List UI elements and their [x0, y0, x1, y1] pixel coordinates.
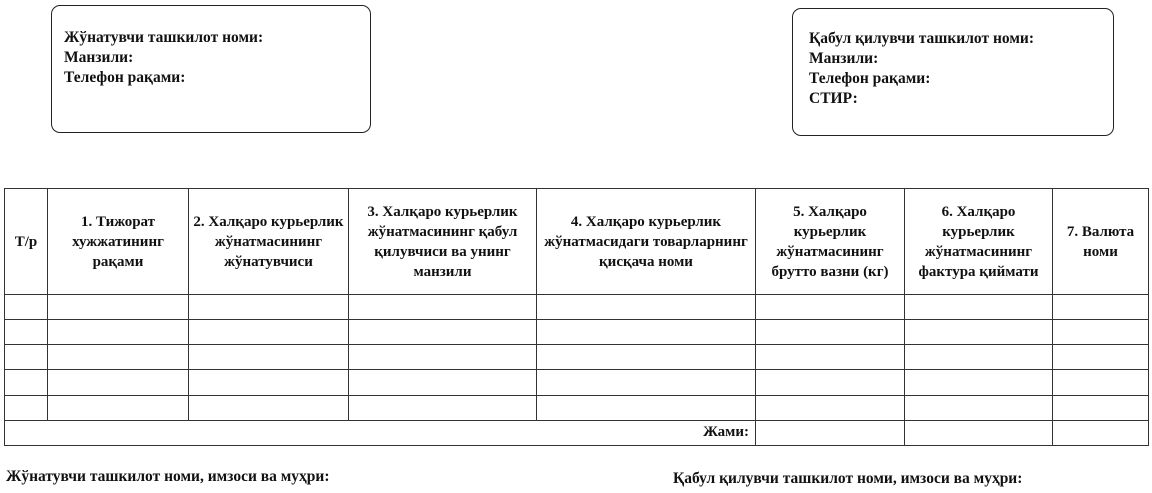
cell-shipment-sender[interactable] — [189, 345, 349, 370]
table-row — [5, 295, 1149, 320]
header-shipment-sender: 2. Халқаро курьерлик жўнатмасининг жўнатувчиси — [189, 189, 349, 295]
cell-shipment-receiver-address[interactable] — [349, 395, 537, 420]
cell-row-number[interactable] — [5, 370, 48, 395]
sender-info-box — [51, 5, 371, 133]
cell-goods-short-name[interactable] — [537, 395, 756, 420]
cell-currency-name[interactable] — [1053, 295, 1149, 320]
cell-currency-name[interactable] — [1053, 345, 1149, 370]
cell-commercial-doc-number[interactable] — [48, 395, 189, 420]
cell-shipment-sender[interactable] — [189, 320, 349, 345]
table-row — [5, 370, 1149, 395]
cell-row-number[interactable] — [5, 345, 48, 370]
receiver-phone-label: Телефон рақами: — [809, 70, 931, 87]
cell-invoice-value[interactable] — [905, 345, 1053, 370]
cell-shipment-sender[interactable] — [189, 370, 349, 395]
table-row — [5, 345, 1149, 370]
sender-name-label: Жўнатувчи ташкилот номи: — [64, 29, 264, 46]
cell-invoice-value[interactable] — [905, 320, 1053, 345]
table-body — [5, 295, 1149, 446]
cell-goods-short-name[interactable] — [537, 295, 756, 320]
cell-commercial-doc-number[interactable] — [48, 370, 189, 395]
table-row — [5, 320, 1149, 345]
cell-gross-weight[interactable] — [756, 370, 905, 395]
sender-phone-label: Телефон рақами: — [64, 69, 186, 86]
total-currency-cell[interactable] — [1053, 420, 1149, 445]
header-currency-name: 7. Валюта номи — [1053, 189, 1149, 295]
cell-currency-name[interactable] — [1053, 395, 1149, 420]
header-shipment-receiver-address: 3. Халқаро курьерлик жўнатмасининг қабул қилувчиси ва унинг манзили — [349, 189, 537, 295]
total-row — [5, 420, 1149, 445]
cell-row-number[interactable] — [5, 320, 48, 345]
cell-invoice-value[interactable] — [905, 395, 1053, 420]
total-label: Жами: — [5, 420, 756, 445]
cell-gross-weight[interactable] — [756, 395, 905, 420]
cell-invoice-value[interactable] — [905, 295, 1053, 320]
cell-shipment-sender[interactable] — [189, 395, 349, 420]
header-commercial-doc-number: 1. Тижорат хужжатининг рақами — [48, 189, 189, 295]
cell-commercial-doc-number[interactable] — [48, 295, 189, 320]
cell-currency-name[interactable] — [1053, 320, 1149, 345]
receiver-info-box — [792, 8, 1114, 136]
header-gross-weight: 5. Халқаро курьерлик жўнатмасининг брутто вазни (кг) — [756, 189, 905, 295]
header-row-number: Т/р — [5, 189, 48, 295]
cell-goods-short-name[interactable] — [537, 320, 756, 345]
cell-goods-short-name[interactable] — [537, 345, 756, 370]
receiver-name-label: Қабул қилувчи ташкилот номи: — [809, 30, 1034, 47]
sender-signature-label: Жўнатувчи ташкилот номи, имзоси ва муҳри: — [6, 468, 330, 485]
cell-commercial-doc-number[interactable] — [48, 345, 189, 370]
cell-gross-weight[interactable] — [756, 345, 905, 370]
cell-goods-short-name[interactable] — [537, 370, 756, 395]
cell-gross-weight[interactable] — [756, 320, 905, 345]
cell-row-number[interactable] — [5, 395, 48, 420]
receiver-signature-label: Қабул қилувчи ташкилот номи, имзоси ва муҳри: — [673, 470, 1023, 487]
receiver-address-label: Манзили: — [809, 50, 879, 67]
receiver-tin-label: СТИР: — [809, 90, 858, 107]
header-goods-short-name: 4. Халқаро курьерлик жўнатмасидаги товарларнинг қисқача номи — [537, 189, 756, 295]
shipment-table — [4, 188, 1149, 446]
sender-address-label: Манзили: — [64, 49, 134, 66]
cell-commercial-doc-number[interactable] — [48, 320, 189, 345]
cell-row-number[interactable] — [5, 295, 48, 320]
total-invoice-value-cell[interactable] — [905, 420, 1053, 445]
cell-shipment-receiver-address[interactable] — [349, 295, 537, 320]
cell-shipment-receiver-address[interactable] — [349, 370, 537, 395]
cell-currency-name[interactable] — [1053, 370, 1149, 395]
cell-shipment-receiver-address[interactable] — [349, 345, 537, 370]
table-header-row — [5, 189, 1149, 295]
total-gross-weight-cell[interactable] — [756, 420, 905, 445]
cell-invoice-value[interactable] — [905, 370, 1053, 395]
cell-shipment-sender[interactable] — [189, 295, 349, 320]
cell-gross-weight[interactable] — [756, 295, 905, 320]
header-invoice-value: 6. Халқаро курьерлик жўнатмасининг фактура қиймати — [905, 189, 1053, 295]
cell-shipment-receiver-address[interactable] — [349, 320, 537, 345]
table-row — [5, 395, 1149, 420]
